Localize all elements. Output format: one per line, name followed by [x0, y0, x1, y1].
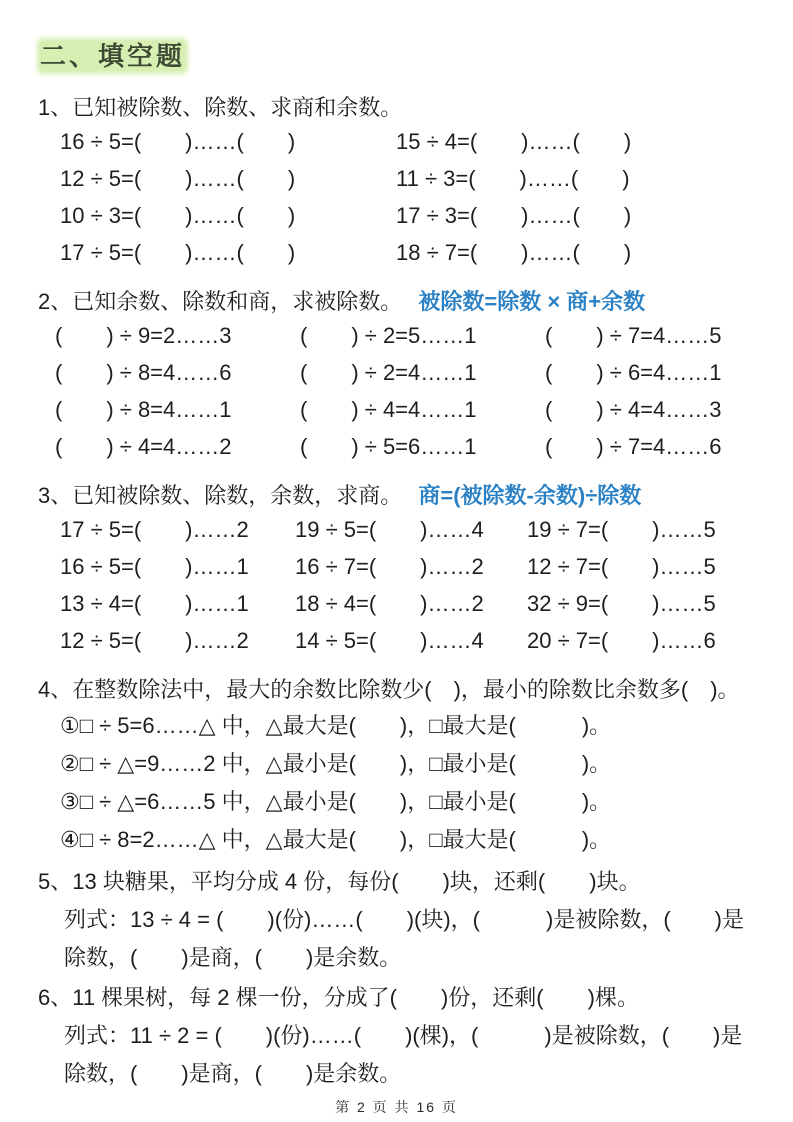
worked-line: 列式：13 ÷ 4 = ( )(份)……( )(块)，( )是被除数，( )是 — [64, 907, 744, 932]
section-1-heading — [38, 93, 793, 123]
worked-line: 除数，( )是商，( )是余数。 — [64, 945, 402, 970]
section-2 — [0, 287, 793, 465]
problem-item: 15 ÷ 4=( )……( ) — [396, 129, 632, 154]
problem-item: ( ) ÷ 2=5……1 — [300, 323, 477, 348]
sub-question-line: ①□ ÷ 5=6……△ 中，△最大是( )，□最大是( )。 — [60, 713, 612, 738]
problem-item: 20 ÷ 7=( )……6 — [527, 628, 716, 653]
problem-item: 19 ÷ 5=( )……4 — [295, 517, 484, 542]
section-3-heading — [38, 481, 793, 511]
worksheet-page — [0, 40, 793, 1117]
problem-item: 17 ÷ 5=( )……2 — [60, 517, 249, 542]
section-4 — [0, 673, 793, 859]
section-5-lines — [64, 901, 793, 977]
section-2-heading — [38, 287, 793, 317]
section-6 — [0, 979, 793, 1093]
problem-item: ( ) ÷ 8=4……6 — [55, 360, 232, 385]
section-6-lines — [64, 1017, 793, 1093]
problem-item: 14 ÷ 5=( )……4 — [295, 628, 484, 653]
problem-item: ( ) ÷ 4=4……1 — [300, 397, 477, 422]
worked-line: 除数，( )是商，( )是余数。 — [64, 1061, 402, 1086]
sub-question-line: ④□ ÷ 8=2……△ 中，△最大是( )，□最大是( )。 — [60, 827, 612, 852]
section-1-problem-grid — [60, 123, 793, 271]
problem-item: ( ) ÷ 7=4……5 — [545, 323, 722, 348]
dividend-formula: 被除数=除数 × 商+余数 — [418, 289, 646, 314]
page-footer: 第 2 页 共 16 页 — [335, 1099, 458, 1115]
section-4-heading — [38, 673, 793, 707]
problem-item: ( ) ÷ 7=4……6 — [545, 434, 722, 459]
problem-item: ( ) ÷ 4=4……3 — [545, 397, 722, 422]
problem-item: 12 ÷ 7=( )……5 — [527, 554, 716, 579]
problem-item: 19 ÷ 7=( )……5 — [527, 517, 716, 542]
problem-item: 16 ÷ 5=( )……( ) — [60, 129, 296, 154]
section-3-heading-text: 3、已知被除数、除数，余数，求商。 — [38, 483, 403, 508]
problem-item: 17 ÷ 5=( )……( ) — [60, 240, 296, 265]
problem-item: ( ) ÷ 2=4……1 — [300, 360, 477, 385]
problem-item: 12 ÷ 5=( )……( ) — [60, 166, 296, 191]
section-5-heading — [38, 863, 793, 901]
section-6-heading-text: 6、11 棵果树，每 2 棵一份，分成了( )份，还剩( )棵。 — [38, 985, 639, 1010]
problem-item: ( ) ÷ 5=6……1 — [300, 434, 477, 459]
problem-item: 11 ÷ 3=( )……( ) — [396, 166, 630, 191]
worked-line: 列式：11 ÷ 2 = ( )(份)……( )(棵)，( )是被除数，( )是 — [64, 1023, 743, 1048]
section-4-lines — [60, 707, 793, 859]
problem-item: ( ) ÷ 8=4……1 — [55, 397, 232, 422]
section-4-heading-text: 4、在整数除法中，最大的余数比除数少( )，最小的除数比余数多( )。 — [38, 677, 740, 702]
section-1 — [0, 93, 793, 271]
sub-question-line: ③□ ÷ △=6……5 中，△最小是( )，□最小是( )。 — [60, 789, 612, 814]
problem-item: 12 ÷ 5=( )……2 — [60, 628, 249, 653]
sub-question-line: ②□ ÷ △=9……2 中，△最小是( )，□最小是( )。 — [60, 751, 612, 776]
section-5-heading-text: 5、13 块糖果，平均分成 4 份，每份( )块，还剩( )块。 — [38, 869, 641, 894]
section-3 — [0, 481, 793, 659]
problem-item: 13 ÷ 4=( )……1 — [60, 591, 249, 616]
quotient-formula: 商=(被除数-余数)÷除数 — [418, 483, 642, 508]
section-2-problem-grid — [55, 317, 793, 465]
problem-item: 32 ÷ 9=( )……5 — [527, 591, 716, 616]
problem-item: 18 ÷ 7=( )……( ) — [396, 240, 632, 265]
section-3-problem-grid — [60, 511, 793, 659]
section-1-heading-text: 1、已知被除数、除数、求商和余数。 — [38, 95, 403, 120]
problem-item: ( ) ÷ 6=4……1 — [545, 360, 722, 385]
problem-item: 10 ÷ 3=( )……( ) — [60, 203, 296, 228]
problem-item: 16 ÷ 5=( )……1 — [60, 554, 249, 579]
problem-item: ( ) ÷ 9=2……3 — [55, 323, 232, 348]
problem-item: 18 ÷ 4=( )……2 — [295, 591, 484, 616]
section-5 — [0, 863, 793, 977]
problem-item: 17 ÷ 3=( )……( ) — [396, 203, 632, 228]
page-title: 二、填空题 — [40, 41, 186, 71]
section-6-heading — [38, 979, 793, 1017]
problem-item: 16 ÷ 7=( )……2 — [295, 554, 484, 579]
problem-item: ( ) ÷ 4=4……2 — [55, 434, 232, 459]
page-title-row — [40, 40, 793, 77]
section-2-heading-text: 2、已知余数、除数和商，求被除数。 — [38, 289, 403, 314]
